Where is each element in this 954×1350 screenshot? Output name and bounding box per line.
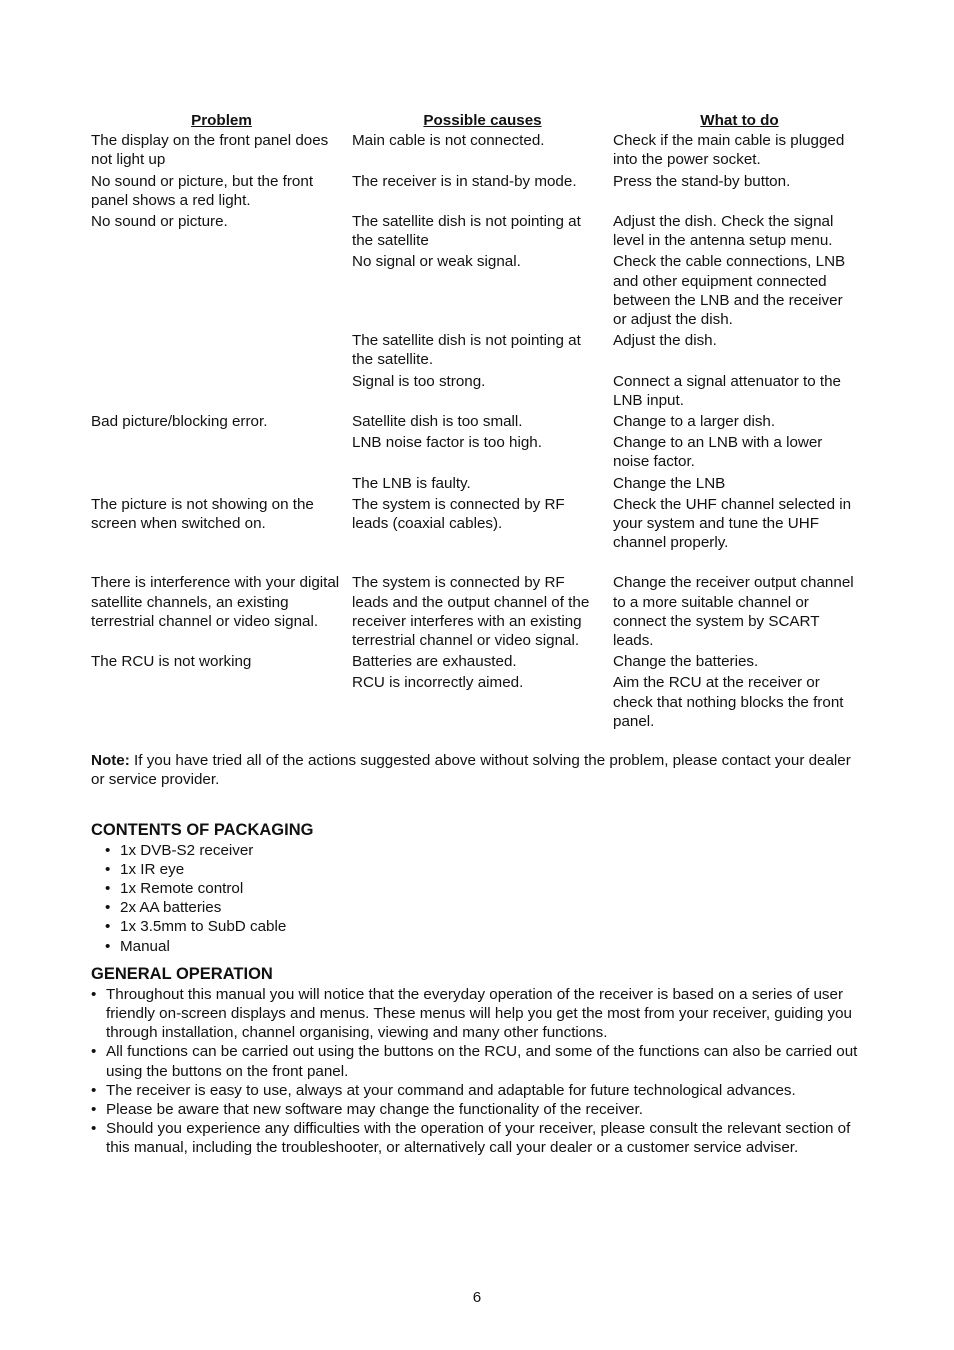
- table-row: [91, 495, 866, 574]
- cause-cell: The LNB is faulty.: [352, 474, 471, 492]
- cause-cell: The system is connected by RF leads (coaxial cables).: [352, 495, 565, 533]
- action-cell: Change to a larger dish.: [613, 413, 776, 431]
- action-cell: Connect a signal attenuator to the LNB input.: [613, 372, 841, 409]
- action-cell: Change the batteries.: [613, 653, 759, 671]
- header-possible-causes: Possible causes: [423, 112, 542, 129]
- action-cell: Change to an LNB with a lower noise factor.: [613, 434, 823, 471]
- table-row: [91, 652, 866, 673]
- problem-cell: The picture is not showing on the screen when switched on.: [91, 495, 314, 533]
- cause-cell: No signal or weak signal.: [352, 253, 521, 271]
- table-row: [91, 212, 866, 252]
- problem-cell: The display on the front panel does not light up: [91, 132, 329, 169]
- cause-cell: The receiver is in stand-by mode.: [352, 172, 577, 190]
- cause-cell: Batteries are exhausted.: [352, 653, 517, 671]
- table-row: [91, 412, 866, 433]
- problem-cell: [91, 252, 352, 331]
- action-cell: Adjust the dish.: [613, 332, 717, 350]
- list-item: • The receiver is easy to use, always at your command and adaptable for future technological advances.: [91, 1081, 866, 1100]
- problem-cell: Bad picture/blocking error.: [91, 413, 268, 431]
- document-page: [91, 111, 866, 1158]
- problem-cell: [91, 331, 352, 371]
- action-cell: Check the UHF channel selected in your system and tune the UHF channel properly.: [613, 495, 852, 552]
- cause-cell: Main cable is not connected.: [352, 132, 545, 150]
- action-cell: Adjust the dish. Check the signal level in the antenna setup menu.: [613, 213, 834, 250]
- cause-cell: Satellite dish is too small.: [352, 413, 523, 431]
- cause-cell: LNB noise factor is too high.: [352, 434, 542, 452]
- list-item: • 1x DVB-S2 receiver: [91, 841, 866, 860]
- note-text: If you have tried all of the actions suggested above without solving the problem, please contact your dealer or service provider.: [91, 752, 851, 789]
- cause-cell: The satellite dish is not pointing at the satellite: [352, 213, 581, 250]
- problem-cell: The RCU is not working: [91, 653, 252, 671]
- table-row: [91, 131, 866, 171]
- table-header-row: [91, 111, 866, 131]
- problem-cell: No sound or picture, but the front panel shows a red light.: [91, 172, 314, 209]
- cause-cell: The satellite dish is not pointing at the satellite.: [352, 332, 581, 369]
- problem-cell: No sound or picture.: [91, 213, 228, 231]
- list-item: • 1x Remote control: [91, 879, 866, 898]
- table-row: [91, 372, 866, 412]
- action-cell: Change the receiver output channel to a more suitable channel or connect the system by SCART leads.: [613, 574, 854, 650]
- list-item: • All functions can be carried out using the buttons on the RCU, and some of the functions can also be carried out using the buttons on the front panel.: [91, 1042, 866, 1080]
- list-item: • Should you experience any difficulties with the operation of your receiver, please consult the relevant section of this manual, including the troubleshooter, or alternatively call your dealer or a customer service adviser.: [91, 1119, 866, 1157]
- cause-cell: Signal is too strong.: [352, 372, 486, 390]
- cause-cell: RCU is incorrectly aimed.: [352, 674, 524, 692]
- problem-cell: [91, 433, 352, 473]
- action-cell: Check the cable connections, LNB and other equipment connected between the LNB and the receiver or adjust the dish.: [613, 253, 846, 329]
- list-item: • Please be aware that new software may change the functionality of the receiver.: [91, 1100, 866, 1119]
- general-operation-list: [91, 985, 866, 1158]
- action-cell: Press the stand-by button.: [613, 172, 791, 190]
- table-row: [91, 573, 866, 652]
- table-row: [91, 252, 866, 331]
- contents-heading: CONTENTS OF PACKAGING: [91, 820, 314, 839]
- general-operation-heading: GENERAL OPERATION: [91, 964, 273, 983]
- contents-list: [91, 841, 866, 956]
- list-item: • 1x IR eye: [91, 860, 866, 879]
- table-row: [91, 433, 866, 473]
- header-problem: Problem: [191, 112, 252, 129]
- problem-cell: [91, 474, 352, 495]
- problem-cell: [91, 372, 352, 412]
- problem-cell: There is interference with your digital satellite channels, an existing terrestrial channel or video signal.: [91, 574, 340, 630]
- problem-cell: [91, 673, 352, 733]
- table-row: [91, 331, 866, 371]
- table-row: [91, 673, 866, 733]
- page-number: 6: [472, 1289, 482, 1306]
- header-what-to-do: What to do: [700, 112, 779, 129]
- list-item: • Manual: [91, 937, 866, 956]
- action-cell: Aim the RCU at the receiver or check that nothing blocks the front panel.: [613, 674, 844, 730]
- note-paragraph: [91, 751, 866, 789]
- action-cell: Change the LNB: [613, 474, 726, 492]
- note-label: Note:: [91, 752, 130, 770]
- table-row: [91, 172, 866, 212]
- list-item: • 2x AA batteries: [91, 898, 866, 917]
- action-cell: Check if the main cable is plugged into the power socket.: [613, 132, 845, 169]
- list-item: • Throughout this manual you will notice that the everyday operation of the receiver is based on a series of user friendly on-screen displays and menus. These menus will help you get the most from your receiver, guiding you through installation, channel organising, viewing and many other functions.: [91, 985, 866, 1043]
- table-row: [91, 474, 866, 495]
- list-item: • 1x 3.5mm to SubD cable: [91, 917, 866, 936]
- cause-cell: The system is connected by RF leads and the output channel of the receiver interferes with an existing terrestrial channel or video signal.: [352, 574, 590, 650]
- troubleshooting-table: [91, 111, 866, 733]
